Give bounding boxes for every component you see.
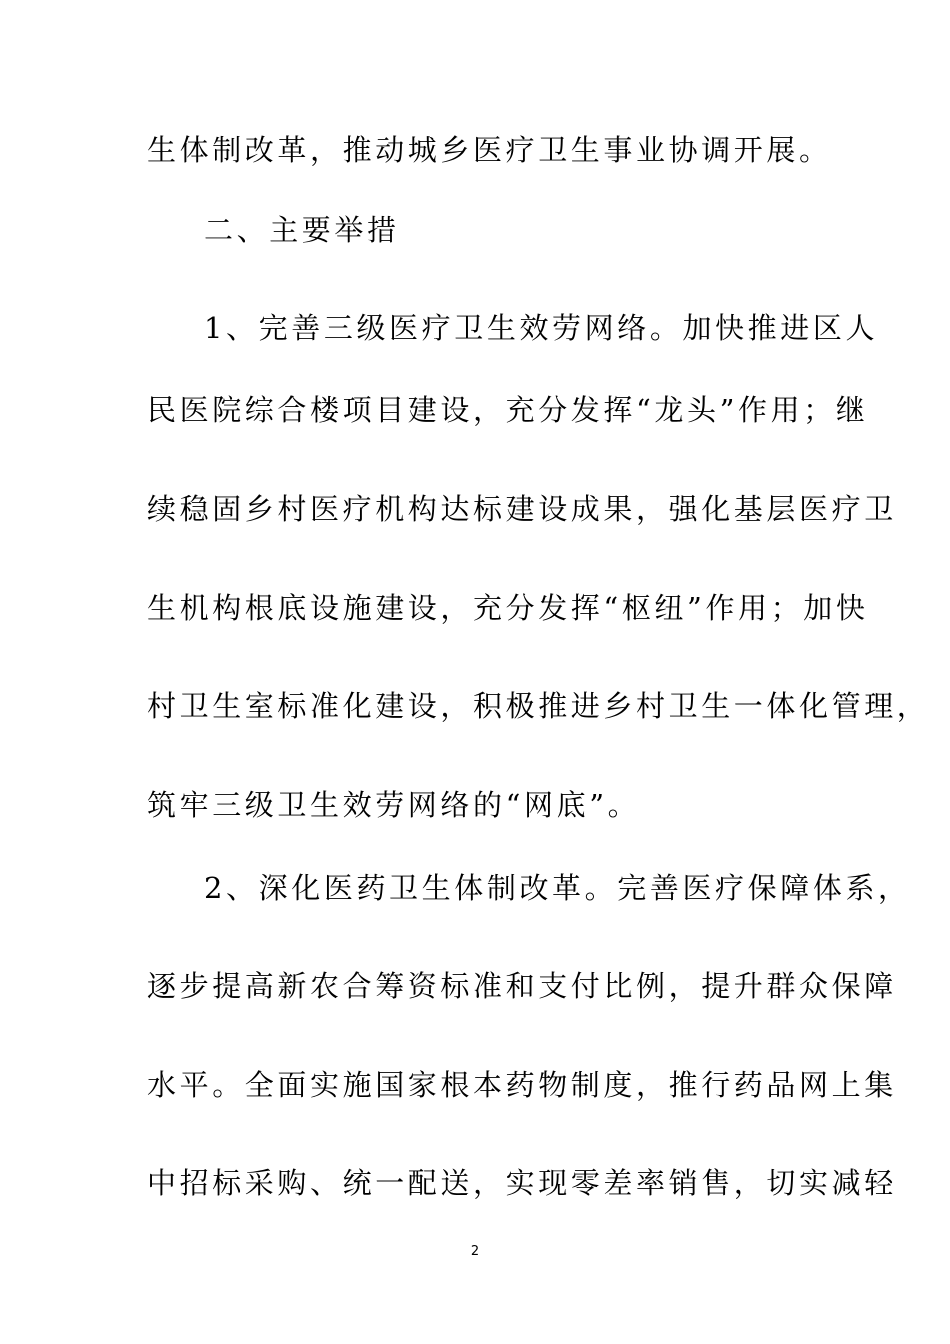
page-number: 2 — [470, 1244, 480, 1259]
text-line: 1、完善三级医疗卫生效劳网络。加快推进区人 — [204, 311, 879, 345]
text-line: 水平。全面实施国家根本药物制度，推行药品网上集 — [147, 1068, 897, 1102]
text-line: 中招标采购、统一配送，实现零差率销售，切实减轻 — [147, 1166, 897, 1200]
text-line: 民医院综合楼项目建设，充分发挥“龙头”作用；继 — [147, 393, 869, 427]
text-line: 逐步提高新农合筹资标准和支付比例，提升群众保障 — [147, 969, 897, 1003]
text-line: 生机构根底设施建设，充分发挥“枢纽”作用；加快 — [147, 591, 869, 625]
text-line: 筑牢三级卫生效劳网络的“网底”。 — [147, 788, 641, 822]
text-line: 2、深化医药卫生体制改革。完善医疗保障体系， — [204, 871, 911, 905]
text-line: 生体制改革，推动城乡医疗卫生事业协调开展。 — [147, 133, 832, 167]
text-line: 续稳固乡村医疗机构达标建设成果，强化基层医疗卫 — [147, 492, 897, 526]
section-heading: 二、主要举措 — [204, 213, 400, 247]
text-line: 村卫生室标准化建设，积极推进乡村卫生一体化管理， — [147, 689, 930, 723]
